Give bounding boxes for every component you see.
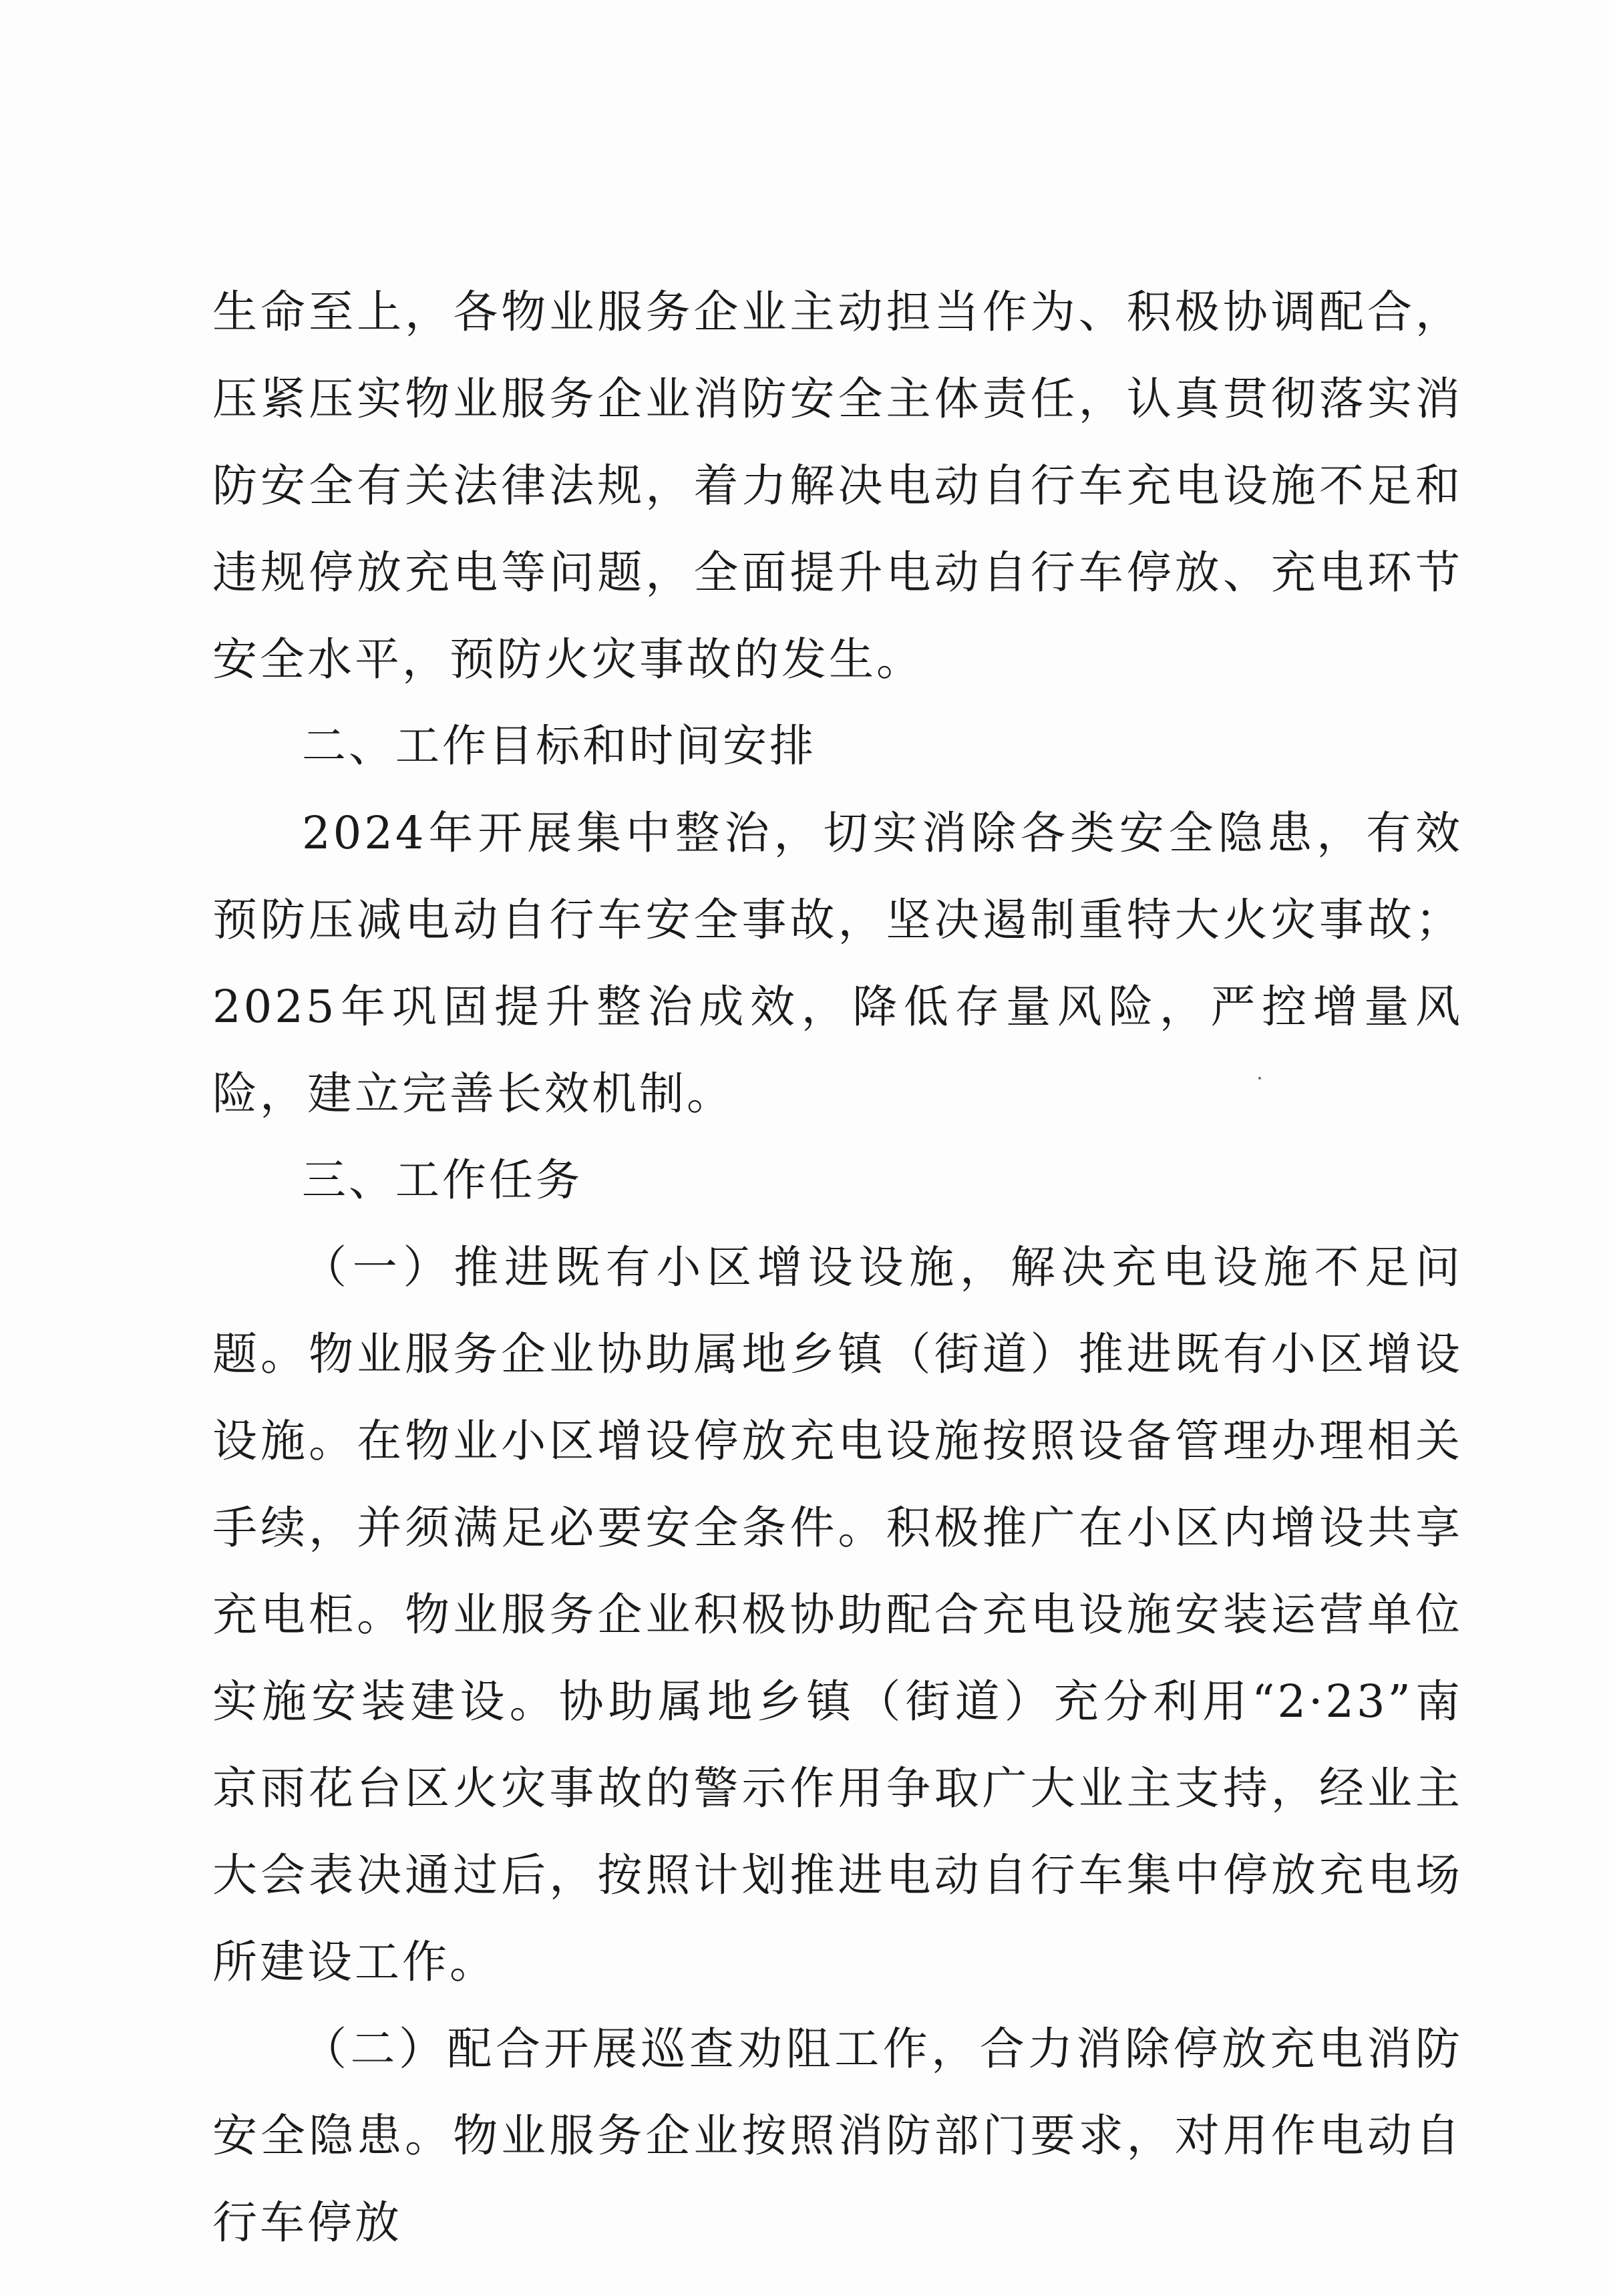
paragraph-continued: 生命至上，各物业服务企业主动担当作为、积极协调配合，压紧压实物业服务企业消防安全主体责任，认真贯彻落实消防安全有关法律法规，着力解决电动自行车充电设施不足和违规停放充电等问题，全面提升电动自行车停放、充电环节安全水平，预防火灾事故的发生。 — [212, 286, 1463, 685]
section-heading-tasks: 三、工作任务 — [302, 1154, 582, 1206]
paragraph-task-2: （二）配合开展巡查劝阻工作，合力消除停放充电消防安全隐患。物业服务企业按照消防部门要求，对用作电动自行车停放 — [212, 2023, 1463, 2249]
section-heading-goals: 二、工作目标和时间安排 — [302, 720, 816, 772]
paragraph-task-1: （一）推进既有小区增设设施，解决充电设施不足问题。物业服务企业协助属地乡镇（街道）推进既有小区增设设施。在物业小区增设停放充电设施按照设备管理办理相关手续，并须满足必要安全条件。积极推广在小区内增设共享充电柜。物业服务企业积极协助配合充电设施安装运营单位实施安装建设。协助属地乡镇（街道）充分利用“2·23”南京雨花台区火灾事故的警示作用争取广大业主支持，经业主大会表决通过后，按照计划推进电动自行车集中停放充电场所建设工作。 — [212, 1241, 1463, 1988]
document-body — [212, 269, 1463, 2266]
paragraph-goals: 2024年开展集中整治，切实消除各类安全隐患，有效预防压减电动自行车安全事故，坚决遏制重特大火灾事故；2025年巩固提升整治成效，降低存量风险，严控增量风险，建立完善长效机制。 — [212, 807, 1463, 1120]
scan-speck — [1258, 1077, 1261, 1080]
